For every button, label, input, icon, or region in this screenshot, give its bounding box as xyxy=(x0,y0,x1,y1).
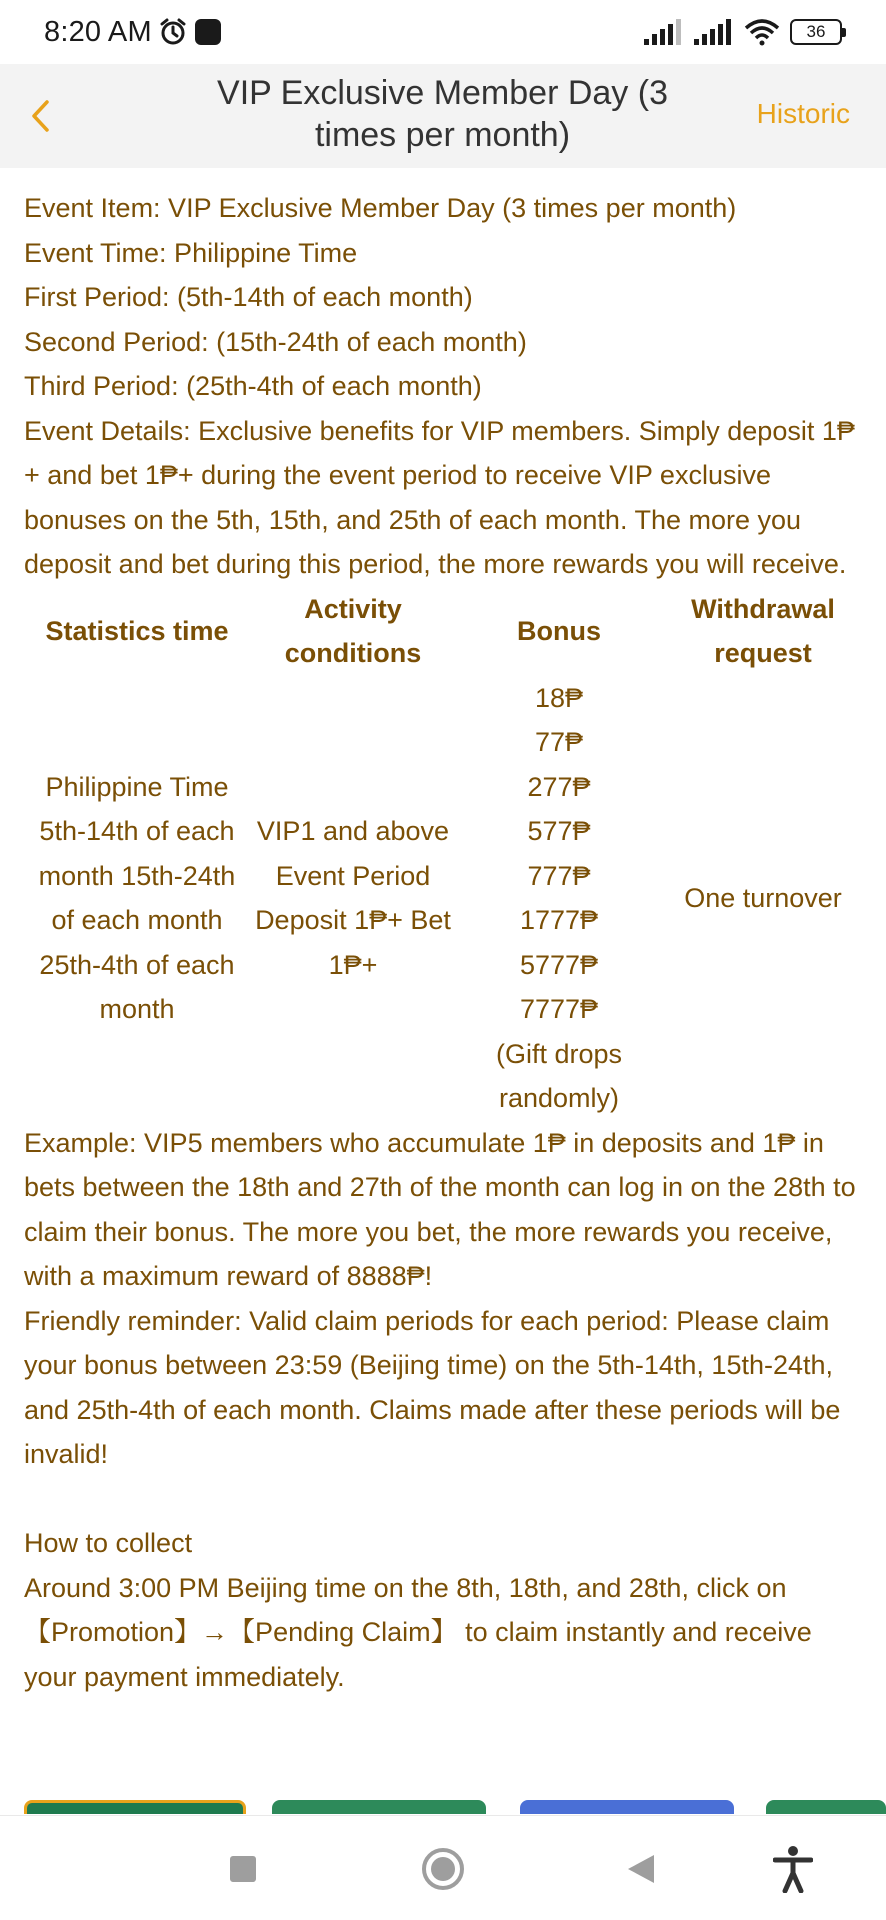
back-nav-button[interactable] xyxy=(614,1842,668,1896)
accessibility-button[interactable] xyxy=(766,1842,820,1896)
bonus-item: 77₱ xyxy=(534,727,584,757)
bonus-item: 1777₱ xyxy=(519,905,599,935)
bonus-item: 5777₱ xyxy=(519,949,599,980)
home-circle-icon xyxy=(421,1847,465,1891)
system-navigation-bar xyxy=(0,1815,886,1920)
header-bonus: Bonus xyxy=(517,615,601,646)
event-item: Event Item: VIP Exclusive Member Day (3 times per month) xyxy=(24,193,737,223)
square-icon xyxy=(229,1855,257,1883)
alarm-icon xyxy=(158,17,188,47)
app-header xyxy=(0,64,886,168)
statistics-time-cell: Philippine Time 5th-14th of each month 15th-24th of each month 25th-4th of each month xyxy=(38,771,236,1024)
withdrawal-request-cell: One turnover xyxy=(684,882,842,913)
home-button[interactable] xyxy=(416,1842,470,1896)
status-time: 8:20 AM xyxy=(44,15,152,48)
battery-level: 36 xyxy=(806,22,826,41)
third-period: Third Period: (25th-4th of each month) xyxy=(24,371,482,401)
signal-icon xyxy=(644,19,684,45)
promo-thumbnail-strip[interactable] xyxy=(0,1800,886,1814)
page-title: VIP Exclusive Member Day (3 times per month) xyxy=(217,74,668,154)
rules-table xyxy=(24,587,864,1121)
section-spacer xyxy=(24,1477,864,1522)
bonus-item: 777₱ xyxy=(527,860,591,891)
chevron-left-icon xyxy=(29,98,51,134)
app-notification-icon xyxy=(194,18,222,46)
friendly-reminder: Friendly reminder: Valid claim periods for each period: Please claim your bonus between 23:59 (Beijing time) on the 5th-14th, 15th-24th, and 25th-4th of each month. Claims made after these periods will be invalid! xyxy=(24,1305,841,1469)
header-activity-conditions: Activity conditions xyxy=(284,593,422,668)
promo-thumbnail[interactable] xyxy=(520,1800,734,1814)
bonus-cell xyxy=(456,676,662,1121)
bonus-item: 577₱ xyxy=(527,816,591,846)
signal-icon-2 xyxy=(694,19,734,45)
wifi-icon xyxy=(744,18,780,46)
recent-apps-button[interactable] xyxy=(216,1842,270,1896)
how-to-collect-title: How to collect xyxy=(24,1528,193,1558)
event-rules-content xyxy=(24,186,864,1699)
header-statistics-time: Statistics time xyxy=(45,615,229,646)
bonus-item: 18₱ xyxy=(534,682,584,713)
table-header-row xyxy=(24,587,864,676)
promo-thumbnail[interactable] xyxy=(766,1800,886,1814)
bonus-note: (Gift drops randomly) xyxy=(495,1038,623,1113)
event-time: Event Time: Philippine Time xyxy=(24,237,358,268)
bonus-item: 7777₱ xyxy=(519,994,599,1024)
history-button[interactable]: Historic xyxy=(756,98,850,129)
header-withdrawal-request: Withdrawal request xyxy=(691,593,835,668)
triangle-back-icon xyxy=(626,1853,656,1885)
bonus-item: 277₱ xyxy=(527,771,591,802)
example-text: Example: VIP5 members who accumulate 1₱ in deposits and 1₱ in bets between the 18th and 27th of the month can log in on the 28th to claim their bonus. The more you bet, the more rewards you receive, with a maximum reward of 8888₱! xyxy=(24,1127,856,1291)
accessibility-icon xyxy=(773,1845,813,1893)
status-bar xyxy=(0,0,886,64)
table-row xyxy=(24,676,864,1121)
back-button[interactable] xyxy=(0,64,80,168)
first-period: First Period: (5th-14th of each month) xyxy=(24,282,473,312)
activity-conditions-cell: VIP1 and above Event Period Deposit 1₱+ Bet 1₱+ xyxy=(255,816,451,980)
battery-icon xyxy=(790,19,842,45)
second-period: Second Period: (15th-24th of each month) xyxy=(24,326,527,357)
promo-thumbnail[interactable] xyxy=(272,1800,486,1814)
how-to-collect-body: Around 3:00 PM Beijing time on the 8th, 18th, and 28th, click on 【Promotion】→【Pending Claim】 to claim instantly and receive your payment immediately. xyxy=(24,1572,812,1692)
event-details: Event Details: Exclusive benefits for VIP members. Simply deposit 1₱+ and bet 1₱+ during the event period to receive VIP exclusive bonuses on the 5th, 15th, and 25th of each month. The more you deposit and bet during this period, the more rewards you will receive. xyxy=(24,415,855,579)
promo-thumbnail[interactable] xyxy=(24,1800,246,1814)
